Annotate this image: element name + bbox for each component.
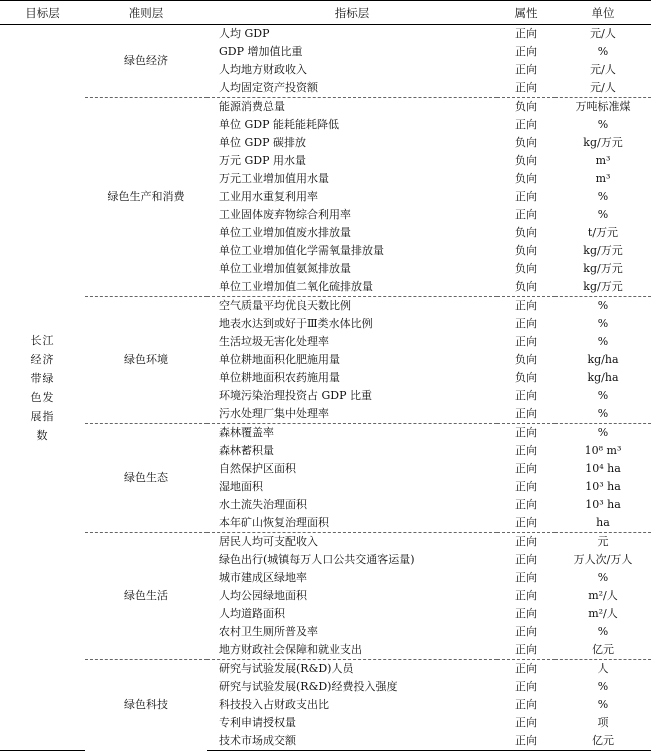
unit-cell: %	[597, 45, 609, 58]
unit-cell: kg/万元	[583, 244, 623, 257]
attribute-cell: 负向	[515, 172, 537, 185]
indicator-cell: 森林覆盖率	[207, 424, 497, 443]
header-criteria-layer: 准则层	[85, 1, 207, 25]
attribute-cell: 正向	[497, 660, 555, 679]
indicator-cell: 绿色出行(城镇每万人口公共交通客运量)	[219, 553, 415, 566]
header-attribute: 属性	[497, 1, 555, 25]
indicator-cell: 人均固定资产投资额	[219, 81, 318, 94]
indicator-cell: 单位工业增加值氨氮排放量	[219, 262, 351, 275]
unit-cell: m³	[595, 172, 611, 185]
indicator-cell: 单位 GDP 碳排放	[219, 136, 307, 149]
indicator-cell: 单位工业增加值废水排放量	[219, 226, 351, 239]
unit-cell: ha	[596, 516, 610, 529]
attribute-cell: 负向	[515, 371, 537, 384]
criteria-cell: 绿色科技	[85, 660, 207, 751]
indicator-cell: 万元工业增加值用水量	[219, 172, 329, 185]
unit-cell: 元/人	[590, 81, 616, 94]
indicator-cell: 环境污染治理投资占 GDP 比重	[219, 389, 373, 402]
indicator-cell: 湿地面积	[219, 480, 263, 493]
unit-cell: %	[597, 317, 609, 330]
criteria-cell: 绿色环境	[85, 297, 207, 424]
attribute-cell: 正向	[497, 732, 555, 751]
attribute-cell: 负向	[515, 244, 537, 257]
attribute-cell: 正向	[515, 407, 537, 420]
indicator-cell: 居民人均可支配收入	[207, 533, 497, 552]
unit-cell: %	[597, 208, 609, 221]
unit-cell: 10³ ha	[585, 480, 621, 493]
header-row	[0, 1, 651, 25]
unit-cell: 10⁸ m³	[584, 444, 622, 457]
indicator-cell: 研究与试验发展(R&D)人员	[207, 660, 497, 679]
indicator-cell: 森林蓄积量	[219, 444, 274, 457]
header-goal-layer: 目标层	[0, 1, 85, 25]
indicator-cell: 地方财政社会保障和就业支出	[219, 643, 362, 656]
attribute-cell: 负向	[515, 353, 537, 366]
criteria-cell: 绿色生活	[85, 533, 207, 660]
unit-cell: %	[597, 389, 609, 402]
unit-cell: 亿元	[592, 643, 614, 656]
attribute-cell: 正向	[515, 643, 537, 656]
table-row	[0, 660, 651, 679]
indicator-cell: 科技投入占财政支出比	[219, 698, 329, 711]
unit-cell: 万吨标准煤	[555, 98, 651, 117]
attribute-cell: 正向	[515, 480, 537, 493]
unit-cell: m²/人	[588, 589, 618, 602]
unit-cell: %	[597, 571, 609, 584]
unit-cell: kg/ha	[587, 353, 619, 366]
criteria-cell: 绿色生态	[85, 424, 207, 533]
unit-cell: m³	[595, 154, 611, 167]
attribute-cell: 负向	[515, 280, 537, 293]
indicator-cell: 水土流失治理面积	[219, 498, 307, 511]
indicator-cell: 单位耕地面积化肥施用量	[219, 353, 340, 366]
attribute-cell: 正向	[515, 190, 537, 203]
unit-cell: 元/人	[590, 63, 616, 76]
attribute-cell: 正向	[515, 698, 537, 711]
attribute-cell: 正向	[515, 63, 537, 76]
attribute-cell: 正向	[515, 680, 537, 693]
unit-cell: %	[555, 297, 651, 316]
attribute-cell: 正向	[515, 589, 537, 602]
indicator-cell: 城市建成区绿地率	[219, 571, 307, 584]
indicator-cell: 生活垃圾无害化处理率	[219, 335, 329, 348]
unit-cell: 元	[555, 533, 651, 552]
attribute-cell: 负向	[497, 98, 555, 117]
unit-cell: 亿元	[555, 732, 651, 751]
indicator-cell: 人均地方财政收入	[219, 63, 307, 76]
header-indicator-layer: 指标层	[207, 1, 497, 25]
unit-cell: 10³ ha	[585, 498, 621, 511]
header-unit: 单位	[555, 1, 651, 25]
indicator-cell: 研究与试验发展(R&D)经费投入强度	[219, 680, 398, 693]
unit-cell: %	[597, 190, 609, 203]
indicator-cell: 地表水达到或好于Ⅲ类水体比例	[219, 317, 373, 330]
indicator-cell: 工业固体废弃物综合利用率	[219, 208, 351, 221]
attribute-cell: 正向	[515, 27, 537, 40]
indicator-cell: 单位工业增加值化学需氧量排放量	[219, 244, 384, 257]
attribute-cell: 正向	[515, 607, 537, 620]
indicator-cell: 能源消费总量	[207, 98, 497, 117]
attribute-cell: 正向	[515, 317, 537, 330]
goal-cell	[0, 25, 85, 751]
indicator-cell: 自然保护区面积	[219, 462, 296, 475]
indicator-cell: 技术市场成交额	[207, 732, 497, 751]
attribute-cell: 负向	[515, 226, 537, 239]
unit-cell: m²/人	[588, 607, 618, 620]
indicator-cell: 空气质量平均优良天数比例	[207, 297, 497, 316]
goal-label: 长江经济带绿色发展指数	[30, 333, 55, 442]
attribute-cell: 负向	[515, 136, 537, 149]
attribute-cell: 正向	[497, 297, 555, 316]
attribute-cell: 正向	[515, 553, 537, 566]
attribute-cell: 正向	[515, 81, 537, 94]
indicator-cell: 污水处理厂集中处理率	[219, 407, 329, 420]
indicator-cell: 工业用水重复利用率	[219, 190, 318, 203]
unit-cell: %	[555, 424, 651, 443]
attribute-cell: 正向	[497, 533, 555, 552]
unit-cell: %	[597, 680, 609, 693]
indicator-cell: 人均道路面积	[219, 607, 285, 620]
indicator-cell: 专利申请授权量	[219, 716, 296, 729]
unit-cell: %	[597, 335, 609, 348]
table-body	[0, 25, 651, 751]
indicator-cell: 农村卫生厕所普及率	[219, 625, 318, 638]
table-row	[0, 424, 651, 443]
attribute-cell: 正向	[515, 208, 537, 221]
attribute-cell: 正向	[515, 444, 537, 457]
attribute-cell: 正向	[515, 389, 537, 402]
unit-cell: kg/ha	[587, 371, 619, 384]
criteria-cell: 绿色生产和消费	[85, 98, 207, 297]
indicator-cell: 万元 GDP 用水量	[219, 154, 307, 167]
unit-cell: %	[597, 625, 609, 638]
table-row	[0, 98, 651, 117]
unit-cell: kg/万元	[583, 280, 623, 293]
attribute-cell: 正向	[515, 118, 537, 131]
indicator-cell: GDP 增加值比重	[219, 45, 303, 58]
unit-cell: 10⁴ ha	[585, 462, 621, 475]
indicator-cell: 单位工业增加值二氧化硫排放量	[219, 280, 373, 293]
unit-cell: 人	[555, 660, 651, 679]
attribute-cell: 正向	[515, 45, 537, 58]
table-row	[0, 25, 651, 44]
criteria-cell: 绿色经济	[124, 54, 168, 67]
attribute-cell: 正向	[515, 335, 537, 348]
attribute-cell: 正向	[515, 462, 537, 475]
unit-cell: %	[597, 407, 609, 420]
table-row	[0, 297, 651, 316]
unit-cell: kg/万元	[583, 136, 623, 149]
attribute-cell: 正向	[515, 516, 537, 529]
indicator-cell: 本年矿山恢复治理面积	[219, 516, 329, 529]
attribute-cell: 负向	[515, 262, 537, 275]
unit-cell: 万人次/万人	[573, 553, 633, 566]
unit-cell: %	[597, 698, 609, 711]
unit-cell: %	[597, 118, 609, 131]
unit-cell: 元/人	[590, 27, 616, 40]
indicator-cell: 单位 GDP 能耗能耗降低	[219, 118, 340, 131]
attribute-cell: 正向	[515, 498, 537, 511]
unit-cell: 项	[597, 716, 609, 729]
attribute-cell: 正向	[497, 424, 555, 443]
attribute-cell: 正向	[515, 625, 537, 638]
indicator-cell: 单位耕地面积农药施用量	[219, 371, 340, 384]
attribute-cell: 负向	[515, 154, 537, 167]
attribute-cell: 正向	[515, 716, 537, 729]
table-row	[0, 533, 651, 552]
indicator-cell: 人均 GDP	[219, 27, 270, 40]
unit-cell: t/万元	[587, 226, 619, 239]
unit-cell: kg/万元	[583, 262, 623, 275]
attribute-cell: 正向	[515, 571, 537, 584]
indicator-cell: 人均公园绿地面积	[219, 589, 307, 602]
